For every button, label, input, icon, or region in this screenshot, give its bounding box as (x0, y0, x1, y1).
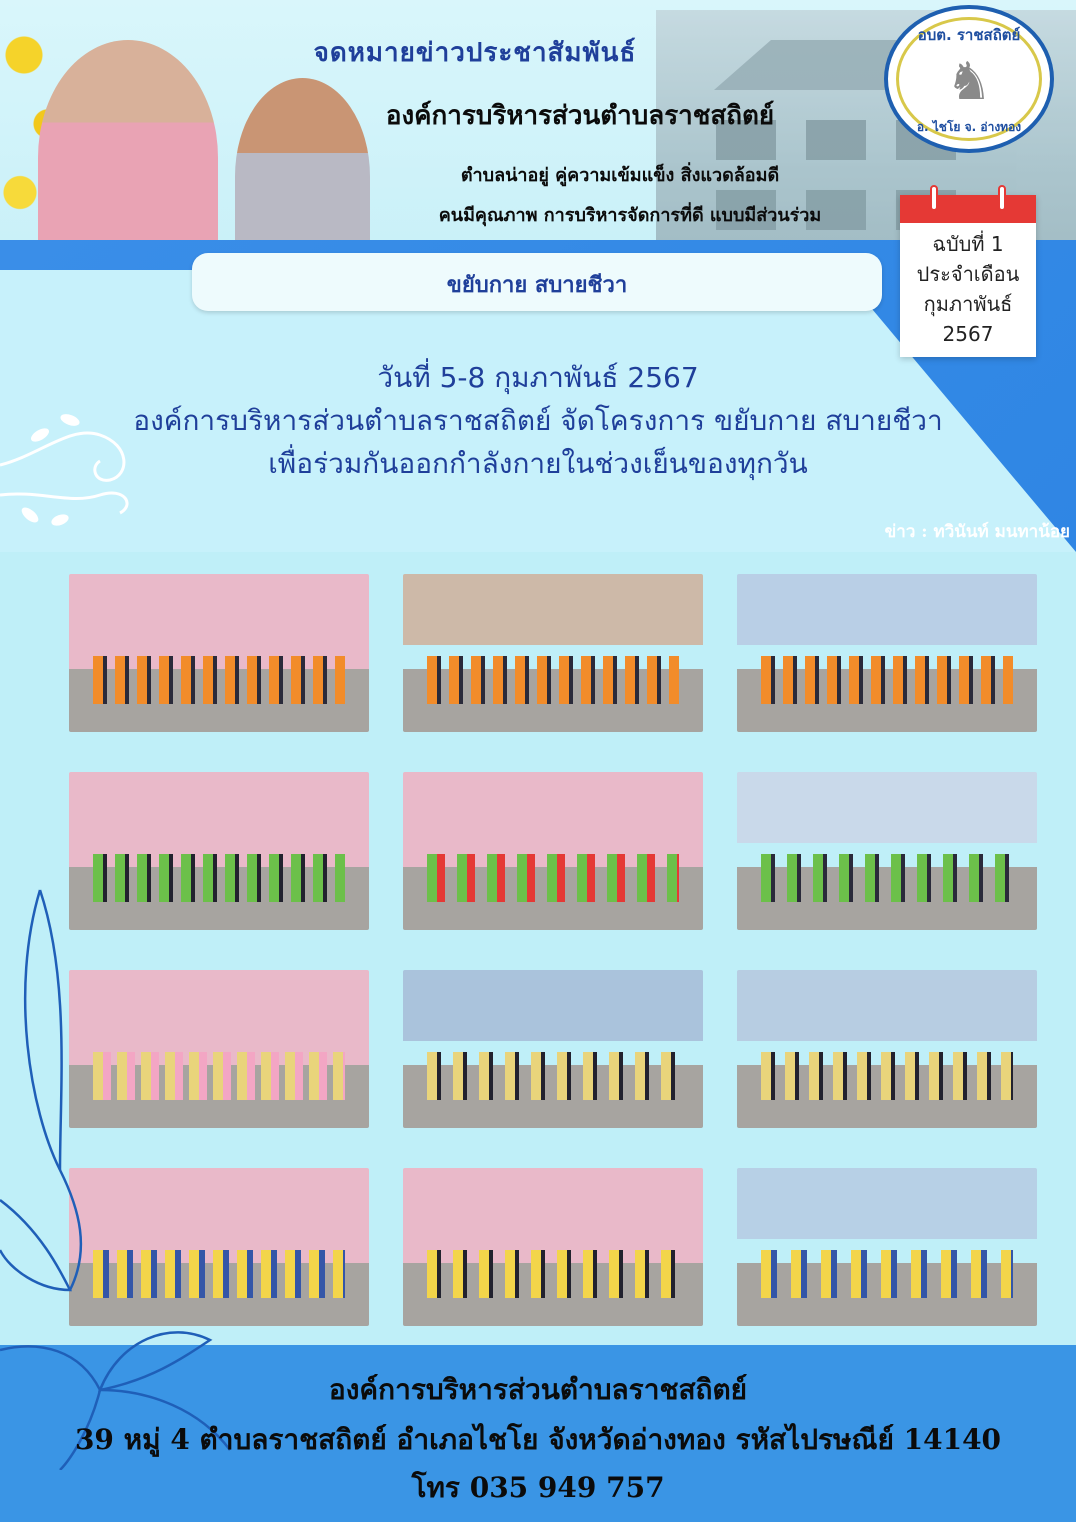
event-description: องค์การบริหารส่วนตำบลราชสถิตย์ จัดโครงการ ขยับกาย สบายชีวา (133, 404, 943, 437)
photo-11-exercise-truck-yellow (403, 1168, 703, 1326)
newsletter-title: จดหมายข่าวประชาสัมพันธ์ (313, 38, 637, 68)
subtitle-banner (192, 253, 882, 311)
organization-name: องค์การบริหารส่วนตำบลราชสถิตย์ (385, 101, 775, 131)
horse-emblem-icon: ♞ (945, 51, 993, 112)
slogan-line-1: ตำบลน่าอยู่ คู่ความเข้มแข็ง สิ่งแวดล้อมดี (460, 165, 780, 186)
news-credit: ข่าว : ทวินันท์ มนทาน้อย (884, 522, 1070, 542)
calendar-icon (900, 195, 1036, 357)
photo-3-exercise-yard (737, 574, 1037, 732)
logo-text-top: อบต. ราชสถิตย์ (917, 26, 1021, 44)
event-date: วันที่ 5-8 กุมภาพันธ์ 2567 (377, 361, 699, 394)
footer-phone: โทร 035 949 757 (411, 1471, 665, 1504)
photo-12-exercise-carpark (737, 1168, 1037, 1326)
event-purpose: เพื่อร่วมกันออกกำลังกายในช่วงเย็นของทุกวัน (268, 447, 808, 480)
issue-number: ฉบับที่ 1 (932, 232, 1004, 256)
photo-5-exercise-building (403, 772, 703, 930)
issue-month-label: ประจำเดือน (916, 262, 1020, 286)
footer-organization: องค์การบริหารส่วนตำบลราชสถิตย์ (328, 1373, 748, 1406)
footer-address: 39 หมู่ 4 ตำบลราชสถิตย์ อำเภอไชโย จังหวัดอ่างทอง รหัสไปรษณีย์ 14140 (74, 1423, 1002, 1456)
organization-logo (884, 5, 1054, 153)
photo-2-exercise-truck (403, 574, 703, 732)
photo-6-exercise-yard-green (737, 772, 1037, 930)
issue-text (900, 229, 1036, 349)
slogan-line-2: คนมีคุณภาพ การบริหารจัดการที่ดี แบบมีส่วนร่วม (438, 205, 822, 226)
issue-year: 2567 (942, 322, 994, 346)
photo-1-group-orange (69, 574, 369, 732)
logo-text-bottom: อ. ไชโย จ. อ่างทอง (916, 120, 1022, 134)
subtitle-label: ขยับกาย สบายชีวา (446, 273, 628, 298)
photo-9-stretching (737, 970, 1037, 1128)
photo-8-exercise-trees (403, 970, 703, 1128)
issue-month: กุมภาพันธ์ (923, 292, 1013, 316)
